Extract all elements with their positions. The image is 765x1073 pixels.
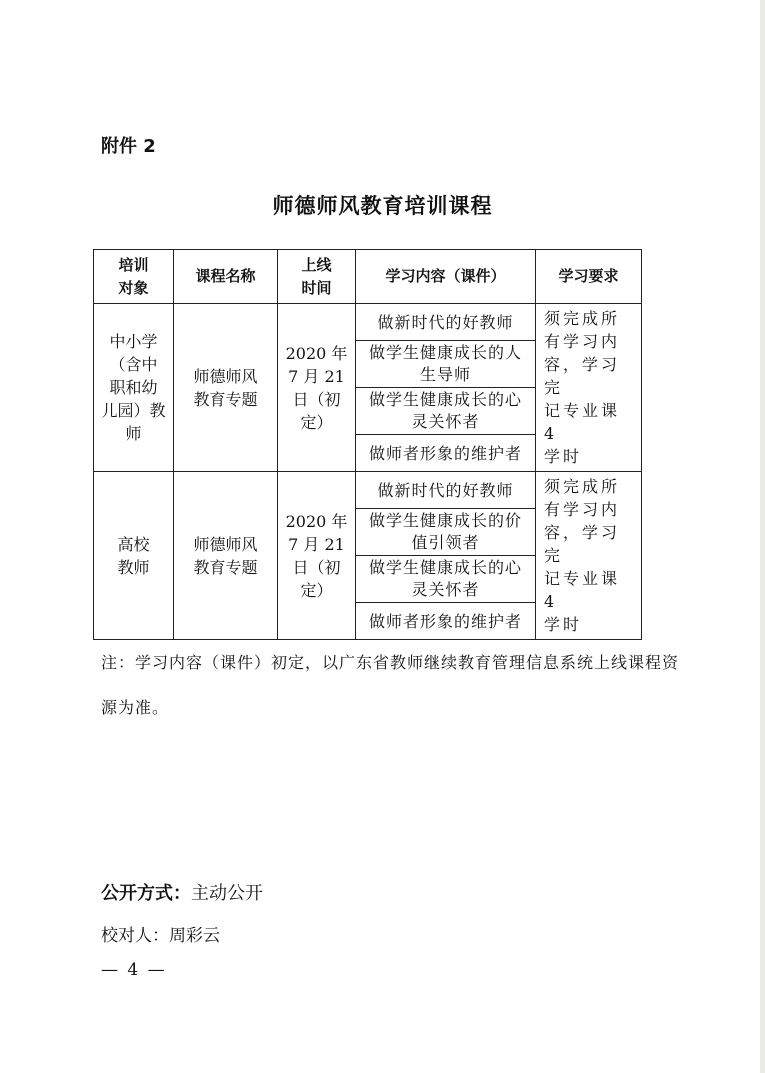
content-item: 做师者形象的维护者 xyxy=(356,603,536,640)
cell-requirement xyxy=(536,472,642,640)
header-content: 学习内容（课件） xyxy=(356,250,536,304)
requirement-text: 须完成所 有学习内 容，学习完 记专业课 4 学时 xyxy=(544,477,621,634)
header-requirement: 学习要求 xyxy=(536,250,642,304)
content-item: 做新时代的好教师 xyxy=(356,472,536,509)
cell-audience xyxy=(94,304,174,472)
proofreader: 校对人：周彩云 xyxy=(101,926,220,946)
table-row xyxy=(94,472,642,509)
course-name-text: 师德师风 教育专题 xyxy=(193,366,258,409)
disclosure-value: 主动公开 xyxy=(191,883,263,904)
table-header-row xyxy=(94,250,642,304)
cell-audience xyxy=(94,472,174,640)
header-audience-text: 培训 对象 xyxy=(118,255,149,297)
content-item: 做师者形象的维护者 xyxy=(356,435,536,472)
header-course-name: 课程名称 xyxy=(174,250,278,304)
header-audience xyxy=(94,250,174,304)
cell-requirement xyxy=(536,304,642,472)
content-item-text: 做学生健康成长的心 灵关怀者 xyxy=(368,390,522,431)
content-item xyxy=(356,388,536,435)
page-edge xyxy=(760,0,765,1073)
online-time-text: 2020 年 7 月 21 日（初 定） xyxy=(285,511,348,600)
content-item xyxy=(356,556,536,603)
cell-online-time xyxy=(278,304,356,472)
header-online-time xyxy=(278,250,356,304)
content-item xyxy=(356,341,536,388)
cell-online-time xyxy=(278,472,356,640)
document-title: 师德师风教育培训课程 xyxy=(272,194,493,218)
content-item xyxy=(356,509,536,556)
content-item-text: 做学生健康成长的人 生导师 xyxy=(368,343,522,384)
disclosure-label: 公开方式： xyxy=(101,883,191,904)
course-name-text: 师德师风 教育专题 xyxy=(193,534,258,577)
content-item: 做新时代的好教师 xyxy=(356,304,536,341)
audience-text: 高校 教师 xyxy=(117,534,150,577)
course-table xyxy=(93,249,642,640)
page-number: — 4 — xyxy=(101,960,167,980)
table-note: 注：学习内容（课件）初定，以广东省教师继续教育管理信息系统上线课程资源为准。 xyxy=(101,653,680,717)
cell-course-name xyxy=(174,304,278,472)
disclosure-line xyxy=(101,879,263,905)
table-row xyxy=(94,304,642,341)
content-item-text: 做学生健康成长的心 灵关怀者 xyxy=(368,558,522,599)
requirement-text: 须完成所 有学习内 容，学习完 记专业课 4 学时 xyxy=(544,309,621,466)
cell-course-name xyxy=(174,472,278,640)
header-online-time-text: 上线 时间 xyxy=(301,255,332,297)
attachment-label: 附件 2 xyxy=(101,136,156,157)
online-time-text: 2020 年 7 月 21 日（初 定） xyxy=(285,343,348,432)
content-item-text: 做学生健康成长的价 值引领者 xyxy=(368,511,522,552)
audience-text: 中小学 （含中 职和幼 儿园）教 师 xyxy=(101,332,166,443)
